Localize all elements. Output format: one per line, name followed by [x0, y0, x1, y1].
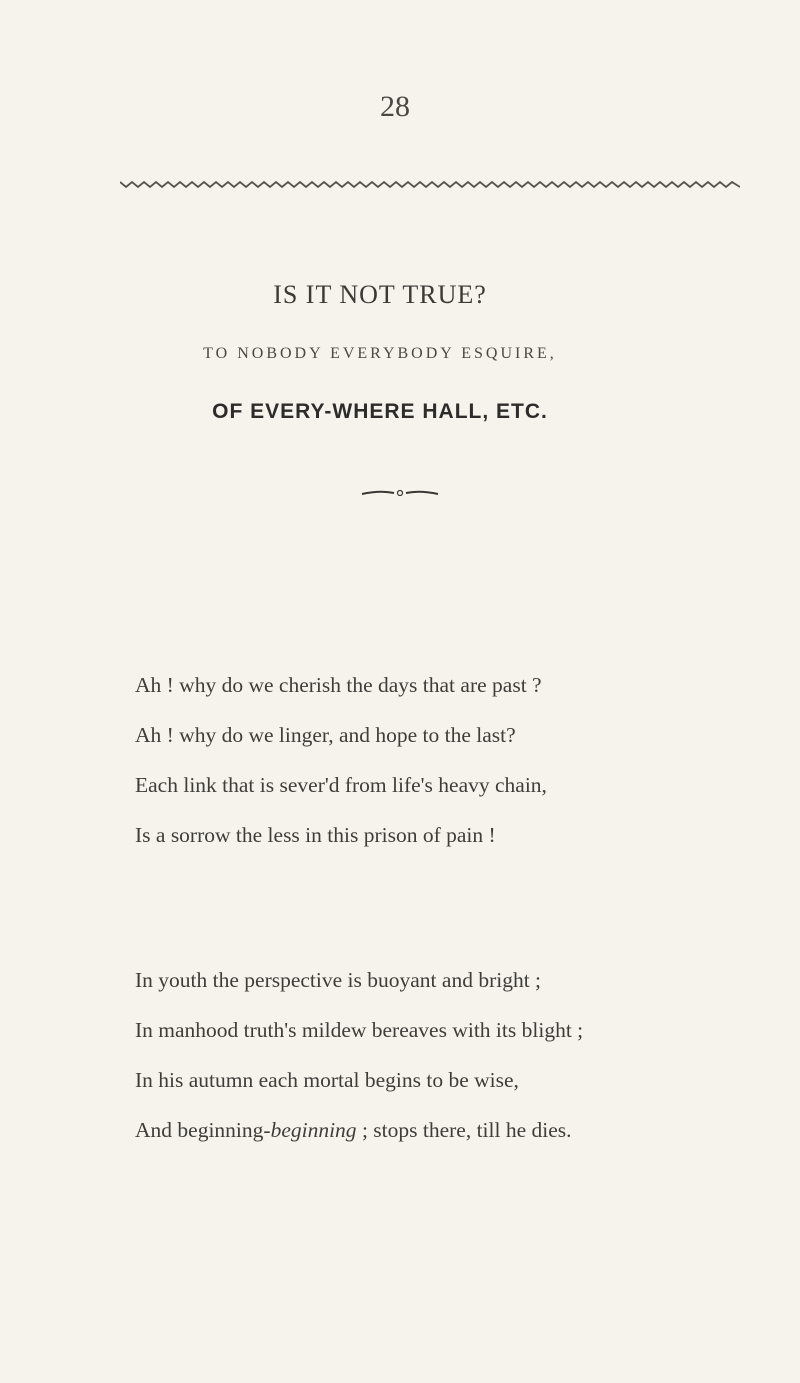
poem-line-prefix: And beginning-: [135, 1118, 271, 1142]
poem-line: Each link that is sever'd from life's heavy chain,: [135, 773, 547, 797]
page-number: 28: [380, 90, 410, 123]
poem-line: In his autumn each mortal begins to be wise,: [135, 1068, 519, 1092]
poem-line: In youth the perspective is buoyant and bright ;: [135, 968, 542, 992]
poem-line: Is a sorrow the less in this prison of pain !: [135, 823, 496, 847]
poem-line: In manhood truth's mildew bereaves with its blight ;: [135, 1018, 584, 1042]
poem-line-italic: beginning: [270, 1118, 357, 1142]
poem-line-last: [135, 1105, 755, 1155]
poem-line: Ah ! why do we cherish the days that are past ?: [135, 673, 542, 697]
stanza-1: [135, 660, 755, 860]
decorative-border-rule: [120, 178, 740, 190]
poem-line-suffix: ; stops there, till he dies.: [356, 1118, 572, 1142]
dedication-subtitle: OF EVERY-WHERE HALL, ETC.: [212, 400, 548, 423]
poem-title: IS IT NOT TRUE?: [273, 280, 487, 309]
poem-line: Ah ! why do we linger, and hope to the last?: [135, 723, 516, 747]
section-divider-ornament: [360, 488, 440, 498]
stanza-2: [135, 955, 755, 1155]
dedication-line: TO NOBODY EVERYBODY ESQUIRE,: [203, 345, 557, 362]
